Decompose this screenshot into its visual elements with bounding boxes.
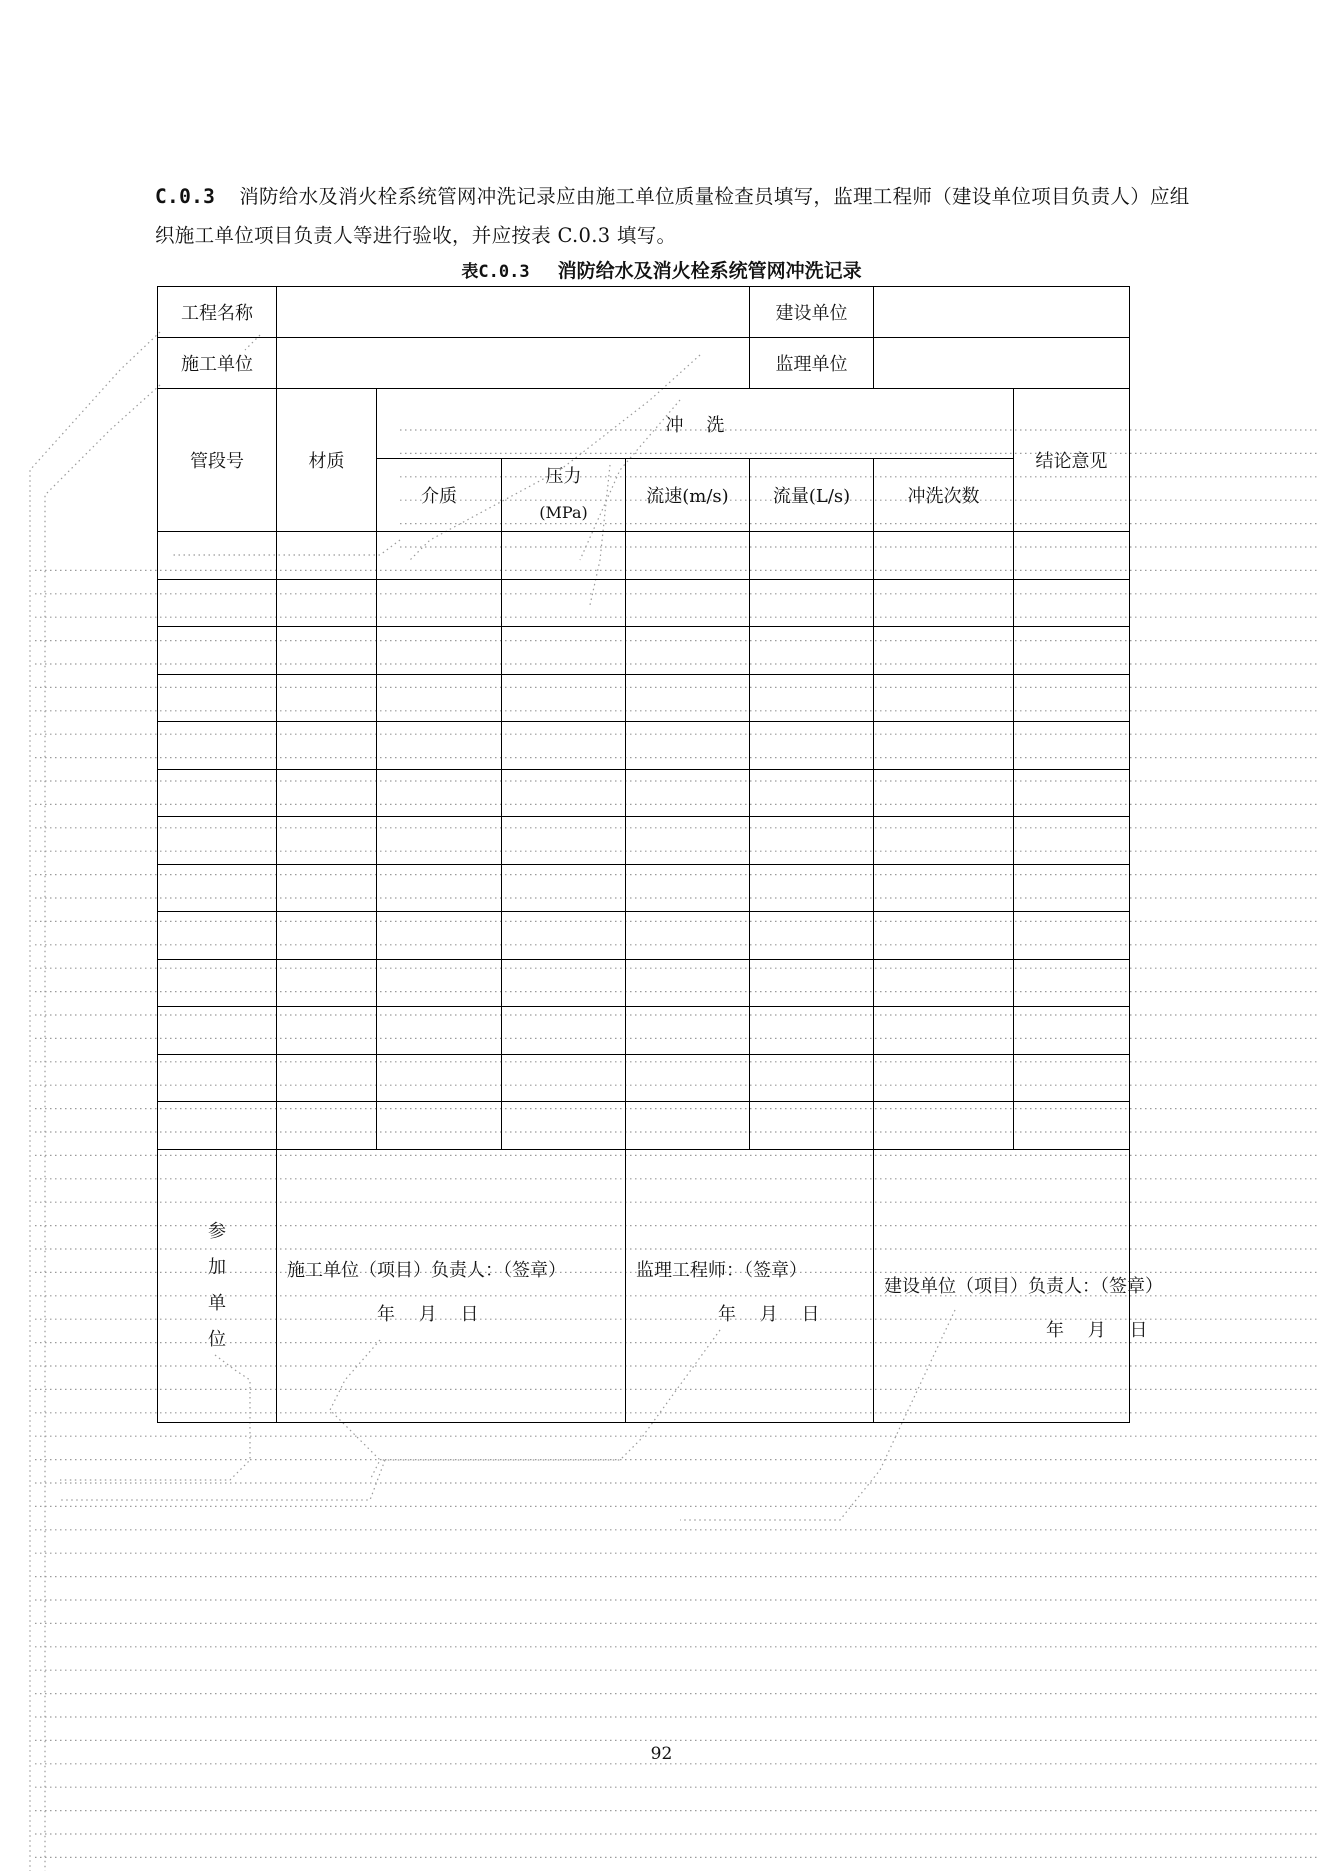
table-cell[interactable]	[377, 722, 502, 770]
sub-times-header: 冲洗次数	[874, 459, 1014, 532]
table-cell[interactable]	[377, 579, 502, 627]
table-cell[interactable]	[874, 864, 1014, 912]
table-cell[interactable]	[1014, 1054, 1130, 1102]
table-cell[interactable]	[750, 722, 874, 770]
owner-sign-label: 建设单位（项目）负责人：（签章）	[884, 1275, 1163, 1297]
table-row	[158, 532, 1130, 580]
table-cell[interactable]	[158, 864, 277, 912]
col-segment-header: 管段号	[158, 389, 277, 532]
table-cell[interactable]	[158, 912, 277, 960]
table-number: 表C.0.3	[461, 262, 530, 282]
table-cell[interactable]	[1014, 959, 1130, 1007]
table-cell[interactable]	[874, 722, 1014, 770]
data-rows	[158, 532, 1130, 1150]
table-cell[interactable]	[158, 959, 277, 1007]
supervisor-sign-cell[interactable]	[626, 1149, 874, 1422]
table-cell[interactable]	[626, 1102, 750, 1150]
table-cell[interactable]	[874, 1102, 1014, 1150]
table-cell[interactable]	[277, 959, 377, 1007]
table-cell[interactable]	[750, 864, 874, 912]
table-cell[interactable]	[277, 579, 377, 627]
table-row	[158, 959, 1130, 1007]
table-cell[interactable]	[502, 769, 626, 817]
table-cell[interactable]	[750, 532, 874, 580]
table-cell[interactable]	[626, 674, 750, 722]
table-cell[interactable]	[502, 532, 626, 580]
table-cell[interactable]	[502, 722, 626, 770]
table-cell[interactable]	[1014, 912, 1130, 960]
table-cell[interactable]	[158, 722, 277, 770]
table-cell[interactable]	[874, 912, 1014, 960]
participants-char: 位	[208, 1328, 226, 1350]
table-cell[interactable]	[277, 1054, 377, 1102]
table-cell[interactable]	[874, 769, 1014, 817]
table-cell[interactable]	[626, 769, 750, 817]
table-cell[interactable]	[277, 627, 377, 675]
table-cell[interactable]	[874, 817, 1014, 865]
table-cell[interactable]	[377, 627, 502, 675]
table-cell[interactable]	[626, 1007, 750, 1055]
table-cell[interactable]	[750, 817, 874, 865]
sub-pressure-header	[502, 459, 626, 532]
sub-medium-header: 介质	[377, 459, 502, 532]
table-cell[interactable]	[377, 769, 502, 817]
table-cell[interactable]	[750, 1007, 874, 1055]
table-cell[interactable]	[626, 579, 750, 627]
supervision-field[interactable]	[874, 338, 1130, 389]
table-cell[interactable]	[874, 627, 1014, 675]
table-cell[interactable]	[277, 1102, 377, 1150]
table-cell[interactable]	[1014, 817, 1130, 865]
table-cell[interactable]	[158, 769, 277, 817]
sub-velocity-header: 流速(m/s)	[626, 459, 750, 532]
table-cell[interactable]	[377, 864, 502, 912]
table-cell[interactable]	[158, 1102, 277, 1150]
sub-pressure-label: 压力	[545, 466, 582, 487]
participants-char: 加	[208, 1256, 226, 1278]
table-cell[interactable]	[874, 1054, 1014, 1102]
construction-org-label: 建设单位	[750, 287, 874, 338]
table-cell[interactable]	[874, 674, 1014, 722]
table-cell[interactable]	[377, 1102, 502, 1150]
table-cell[interactable]	[502, 1102, 626, 1150]
table-cell[interactable]	[377, 1054, 502, 1102]
table-cell[interactable]	[502, 627, 626, 675]
table-cell[interactable]	[377, 912, 502, 960]
table-cell[interactable]	[158, 532, 277, 580]
table-row	[158, 1102, 1130, 1150]
table-cell[interactable]	[377, 532, 502, 580]
table-row	[158, 722, 1130, 770]
table-cell[interactable]	[750, 1054, 874, 1102]
table-cell[interactable]	[750, 579, 874, 627]
supervisor-sign-date: 年 月 日	[718, 1303, 820, 1325]
table-cell[interactable]	[277, 1007, 377, 1055]
clause-paragraph	[155, 177, 1195, 255]
table-cell[interactable]	[277, 722, 377, 770]
table-cell[interactable]	[502, 959, 626, 1007]
table-cell[interactable]	[277, 912, 377, 960]
table-cell[interactable]	[1014, 674, 1130, 722]
construction-org-field[interactable]	[874, 287, 1130, 338]
table-cell[interactable]	[502, 1007, 626, 1055]
table-cell[interactable]	[277, 674, 377, 722]
table-cell[interactable]	[1014, 532, 1130, 580]
table-cell[interactable]	[158, 1054, 277, 1102]
table-row	[158, 912, 1130, 960]
table-caption	[0, 256, 1323, 283]
builder-sign-cell[interactable]	[277, 1149, 626, 1422]
table-row	[158, 817, 1130, 865]
clause-text: 消防给水及消火栓系统管网冲洗记录应由施工单位质量检查员填写，监理工程师（建设单位项目负责人）应组织施工单位项目负责人等进行验收，并应按表 C.0.3 填写。	[155, 185, 1190, 247]
table-cell[interactable]	[1014, 864, 1130, 912]
table-cell[interactable]	[750, 769, 874, 817]
table-row	[158, 769, 1130, 817]
sub-flow-header: 流量(L/s)	[750, 459, 874, 532]
table-cell[interactable]	[626, 959, 750, 1007]
table-cell[interactable]	[1014, 1007, 1130, 1055]
flushing-record-table	[157, 286, 1163, 1423]
table-cell[interactable]	[626, 532, 750, 580]
table-cell[interactable]	[158, 674, 277, 722]
col-material-header: 材质	[277, 389, 377, 532]
sub-pressure-unit: (MPa)	[539, 503, 588, 522]
table-cell[interactable]	[377, 1007, 502, 1055]
table-cell[interactable]	[626, 627, 750, 675]
page-number: 92	[650, 1744, 673, 1764]
table-cell[interactable]	[277, 817, 377, 865]
table-title: 消防给水及消火栓系统管网冲洗记录	[557, 260, 862, 282]
table-cell[interactable]	[502, 1054, 626, 1102]
builder-field[interactable]	[277, 338, 750, 389]
table-cell[interactable]	[874, 579, 1014, 627]
table-cell[interactable]	[377, 959, 502, 1007]
table-row	[158, 674, 1130, 722]
table-cell[interactable]	[750, 959, 874, 1007]
participants-char: 单	[208, 1292, 226, 1314]
table-row	[158, 1007, 1130, 1055]
builder-sign-label: 施工单位（项目）负责人：（签章）	[287, 1259, 566, 1281]
table-row	[158, 579, 1130, 627]
supervision-label: 监理单位	[750, 338, 874, 389]
table-cell[interactable]	[502, 912, 626, 960]
table-cell[interactable]	[750, 912, 874, 960]
table-cell[interactable]	[1014, 579, 1130, 627]
table-cell[interactable]	[750, 627, 874, 675]
table-cell[interactable]	[1014, 1102, 1130, 1150]
table-cell[interactable]	[874, 959, 1014, 1007]
table-cell[interactable]	[1014, 769, 1130, 817]
table-cell[interactable]	[626, 722, 750, 770]
table-cell[interactable]	[502, 674, 626, 722]
table-cell[interactable]	[377, 674, 502, 722]
table-cell[interactable]	[750, 1102, 874, 1150]
table-cell[interactable]	[277, 864, 377, 912]
table-cell[interactable]	[502, 817, 626, 865]
table-cell[interactable]	[1014, 627, 1130, 675]
table-cell[interactable]	[874, 1007, 1014, 1055]
clause-number: C.0.3	[155, 185, 216, 208]
participants-label	[158, 1149, 277, 1422]
table-cell[interactable]	[277, 769, 377, 817]
table-cell[interactable]	[626, 1054, 750, 1102]
table-cell[interactable]	[277, 532, 377, 580]
table-cell[interactable]	[874, 532, 1014, 580]
table-cell[interactable]	[626, 864, 750, 912]
table-cell[interactable]	[158, 817, 277, 865]
project-name-field[interactable]	[277, 287, 750, 338]
owner-sign-date: 年 月 日	[1046, 1319, 1148, 1341]
col-flushing-header: 冲 洗	[377, 389, 1014, 459]
table-cell[interactable]	[1014, 722, 1130, 770]
table-cell[interactable]	[750, 674, 874, 722]
table-row	[158, 1054, 1130, 1102]
table-cell[interactable]	[502, 579, 626, 627]
project-name-label: 工程名称	[158, 287, 277, 338]
table-row	[158, 864, 1130, 912]
table-cell[interactable]	[158, 1007, 277, 1055]
table-cell[interactable]	[377, 817, 502, 865]
builder-sign-date: 年 月 日	[377, 1303, 479, 1325]
owner-sign-cell[interactable]	[874, 1149, 1163, 1422]
table-cell[interactable]	[158, 627, 277, 675]
table-cell[interactable]	[158, 579, 277, 627]
supervisor-sign-label: 监理工程师：（签章）	[636, 1259, 807, 1281]
participants-char: 参	[208, 1220, 226, 1242]
table-cell[interactable]	[626, 817, 750, 865]
col-conclusion-header: 结论意见	[1014, 389, 1130, 532]
table-row	[158, 627, 1130, 675]
builder-label: 施工单位	[158, 338, 277, 389]
table-cell[interactable]	[502, 864, 626, 912]
table-cell[interactable]	[626, 912, 750, 960]
